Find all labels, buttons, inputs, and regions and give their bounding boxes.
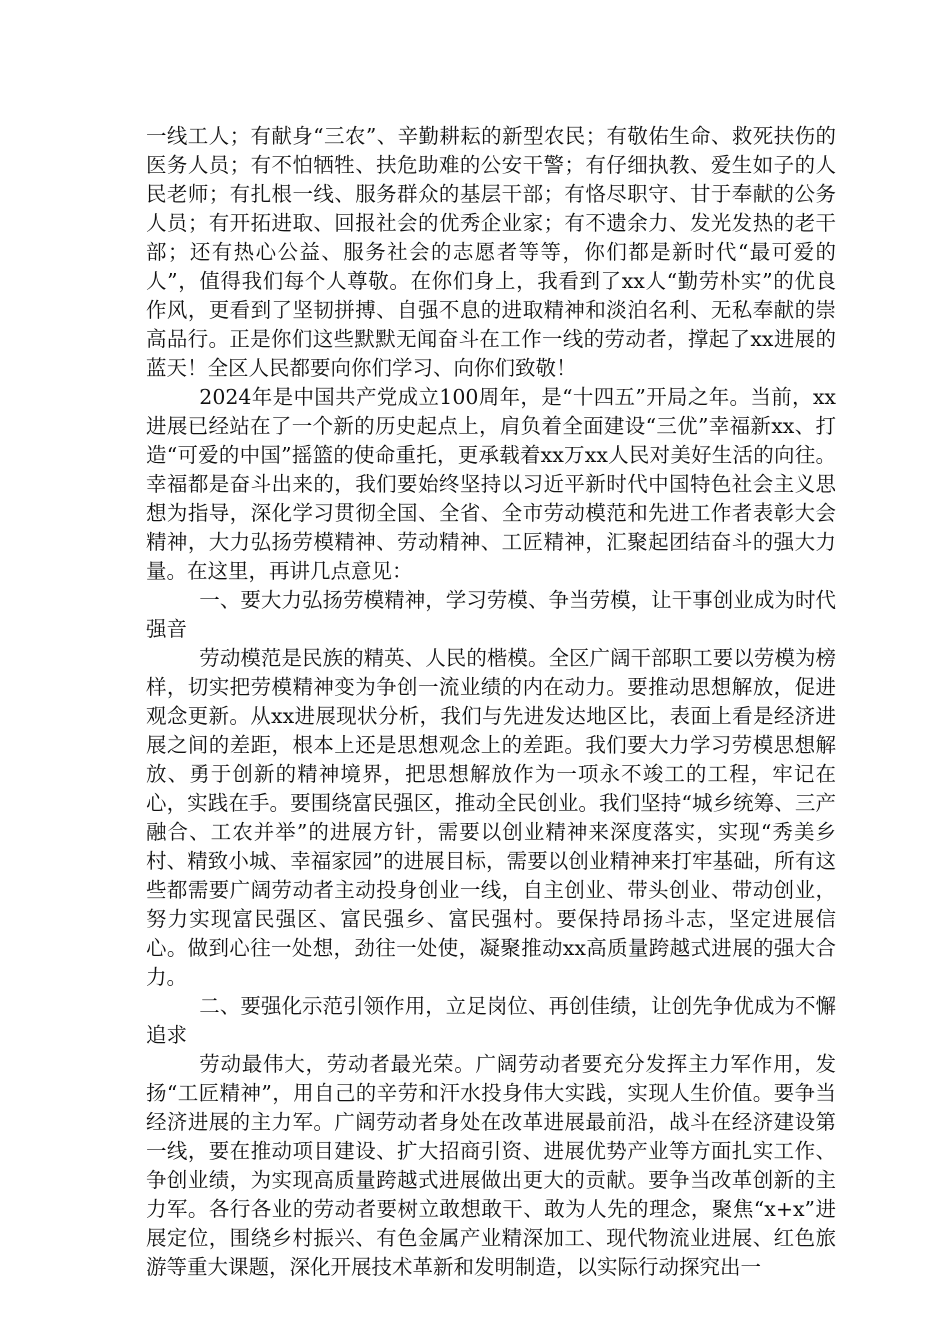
section-heading-2: 二、要强化示范引领作用，立足岗位、再创佳绩，让创先争优成为不懈追求 [146, 994, 836, 1047]
document-page [146, 122, 836, 1282]
paragraph-workers: 一线工人；有献身“三农”、辛勤耕耘的新型农民；有敬佑生命、救死扶伤的医务人员；有不怕牺牲、扶危助难的公安干警；有仔细执教、爱生如子的人民老师；有扎根一线、服务群众的基层干部；有恪尽职守、甘于奉献的公务人员；有开拓进取、回报社会的优秀企业家；有不遗余力、发光发热的老干部；还有热心公益、服务社会的志愿者等等，你们都是新时代“最可爱的人”，值得我们每个人尊敬。在你们身上，我看到了xx人“勤劳朴实”的优良作风，更看到了坚韧拼搏、自强不息的进取精神和淡泊名利、无私奉献的崇高品行。正是你们这些默默无闻奋斗在工作一线的劳动者，撑起了xx进展的蓝天！全区人民都要向你们学习、向你们致敬！ [146, 124, 836, 380]
paragraph-centenary: 2024年是中国共产党成立100周年，是“十四五”开局之年。当前，xx进展已经站在了一个新的历史起点上，肩负着全面建设“三优”幸福新xx、打造“可爱的中国”摇篮的使命重托，更承载着xx万xx人民对美好生活的向往。幸福都是奋斗出来的，我们要始终坚持以习近平新时代中国特色社会主义思想为指导，深化学习贯彻全国、全省、全市劳动模范和先进工作者表彰大会精神，大力弘扬劳模精神、劳动精神、工匠精神，汇聚起团结奋斗的强大力量。在这里，再讲几点意见： [146, 385, 836, 583]
paragraph-model-workers: 劳动模范是民族的精英、人民的楷模。全区广阔干部职工要以劳模为榜样，切实把劳模精神变为争创一流业绩的内在动力。要推动思想解放，促进观念更新。从xx进展现状分析，我们与先进发达地区比，表面上看是经济进展之间的差距，根本上还是思想观念上的差距。我们要大力学习劳模思想解放、勇于创新的精神境界，把思想解放作为一项永不竣工的工程，牢记在心，实践在手。要围绕富民强区，推动全民创业。我们坚持“城乡统筹、三产融合、工农并举”的进展方针，需要以创业精神来深度落实，实现“秀美乡村、精致小城、幸福家园”的进展目标，需要以创业精神来打牢基础，所有这些都需要广阔劳动者主动投身创业一线，自主创业、带头创业、带动创业，努力实现富民强区、富民强乡、富民强村。要保持昂扬斗志，坚定进展信心。做到心往一处想，劲往一处使，凝聚推动xx高质量跨越式进展的强大合力。 [146, 646, 836, 989]
paragraph-labor-glory: 劳动最伟大，劳动者最光荣。广阔劳动者要充分发挥主力军作用，发扬“工匠精神”，用自己的辛劳和汗水投身伟大实践，实现人生价值。要争当经济进展的主力军。广阔劳动者身处在改革进展最前沿，战斗在经济建设第一线，要在推动项目建设、扩大招商引资、进展优势产业等方面扎实工作、争创业绩，为实现高质量跨越式进展做出更大的贡献。要争当改革创新的主力军。各行各业的劳动者要树立敢想敢干、敢为人先的理念，聚焦“x+x”进展定位，围绕乡村振兴、有色金属产业精深加工、现代物流业进展、红色旅游等重大课题，深化开展技术革新和发明制造，以实际行动探究出一 [146, 1052, 836, 1279]
section-heading-1: 一、要大力弘扬劳模精神，学习劳模、争当劳模，让干事创业成为时代强音 [146, 588, 836, 641]
